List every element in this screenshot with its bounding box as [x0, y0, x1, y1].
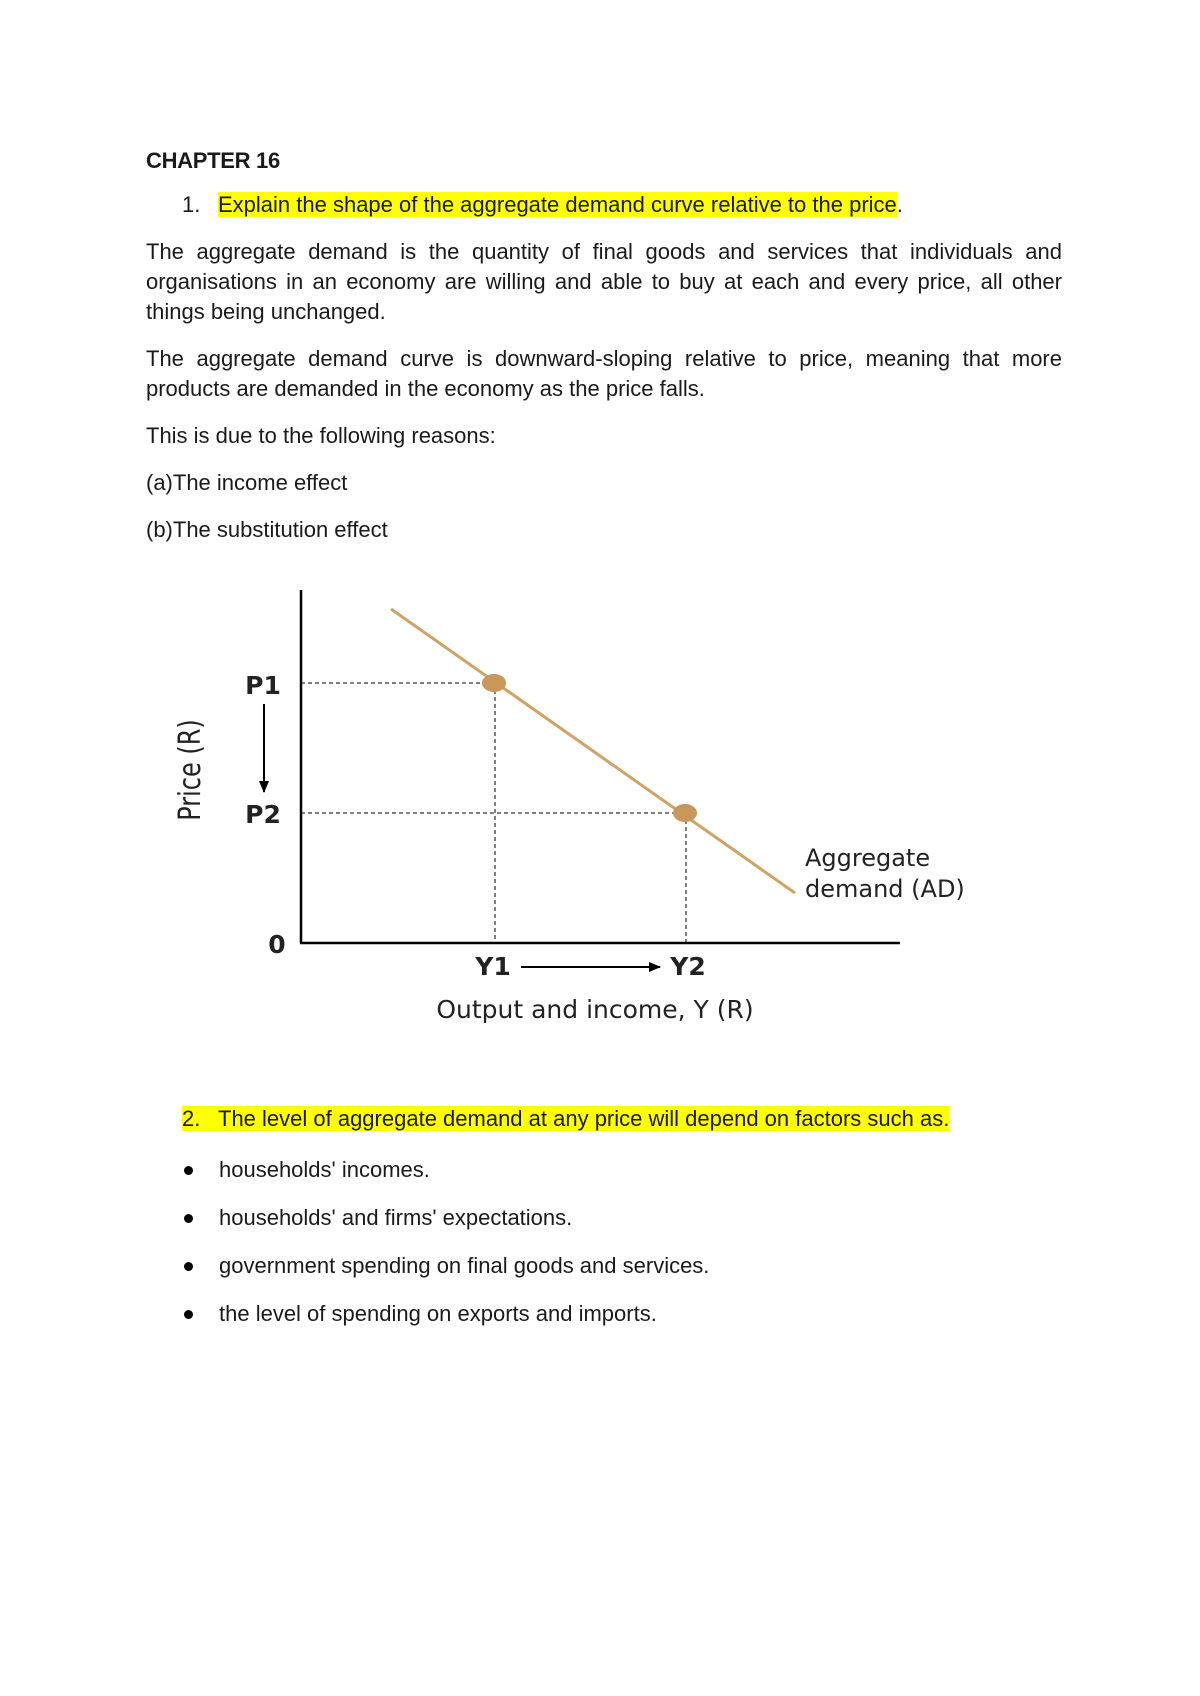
- y-axis-label: Price (R): [173, 719, 208, 821]
- reason-income-effect: (a)The income effect: [146, 470, 348, 495]
- list-item: [182, 1203, 709, 1251]
- chapter-title: CHAPTER 16: [146, 148, 280, 173]
- curve-label-line-1: Aggregate: [805, 844, 931, 872]
- question-2-number: 2.: [182, 1106, 201, 1131]
- factor-text: the level of spending on exports and imports.: [219, 1301, 657, 1326]
- reason-substitution-effect: (b)The substitution effect: [146, 517, 388, 542]
- tick-label-p1: P1: [245, 671, 281, 700]
- tick-label-y2: Y2: [670, 952, 706, 981]
- aggregate-demand-curve: [391, 609, 795, 893]
- x-axis-label: Output and income, Y (R): [436, 995, 754, 1024]
- list-item: [182, 1251, 709, 1299]
- tick-label-p2: P2: [245, 800, 281, 829]
- reasons-intro: This is due to the following reasons:: [146, 423, 496, 448]
- paragraph-definition: The aggregate demand is the quantity of final goods and services that individuals and organisations in an economy are willing and able to buy at each and every price, all other things being unchanged.: [146, 239, 1062, 324]
- list-item: [182, 1299, 709, 1347]
- list-item: [182, 1155, 709, 1203]
- bullet-icon: [184, 1310, 193, 1319]
- bullet-icon: [184, 1262, 193, 1271]
- question-1: [182, 190, 903, 220]
- paragraph-slope: The aggregate demand curve is downward-sloping relative to price, meaning that more products are demanded in the economy as the price falls.: [146, 346, 1062, 401]
- point-p1-y1: [482, 674, 506, 692]
- question-2-text: The level of aggregate demand at any price will depend on factors such as.: [218, 1106, 950, 1131]
- aggregate-demand-chart: [160, 580, 1040, 1040]
- question-1-text: Explain the shape of the aggregate demand curve relative to the price: [218, 192, 897, 217]
- curve-label-line-2: demand (AD): [805, 875, 965, 903]
- question-2: [182, 1104, 949, 1134]
- factors-list: [182, 1155, 709, 1347]
- bullet-icon: [184, 1214, 193, 1223]
- bullet-icon: [184, 1166, 193, 1175]
- tick-label-y1: Y1: [475, 952, 511, 981]
- factor-text: government spending on final goods and services.: [219, 1253, 710, 1278]
- factor-text: households' and firms' expectations.: [219, 1205, 573, 1230]
- question-1-number: 1.: [182, 192, 201, 217]
- question-1-period: .: [896, 192, 903, 217]
- factor-text: households' incomes.: [219, 1157, 430, 1182]
- question-2-highlight: [182, 1106, 949, 1131]
- origin-label: 0: [268, 930, 286, 959]
- point-p2-y2: [673, 804, 697, 822]
